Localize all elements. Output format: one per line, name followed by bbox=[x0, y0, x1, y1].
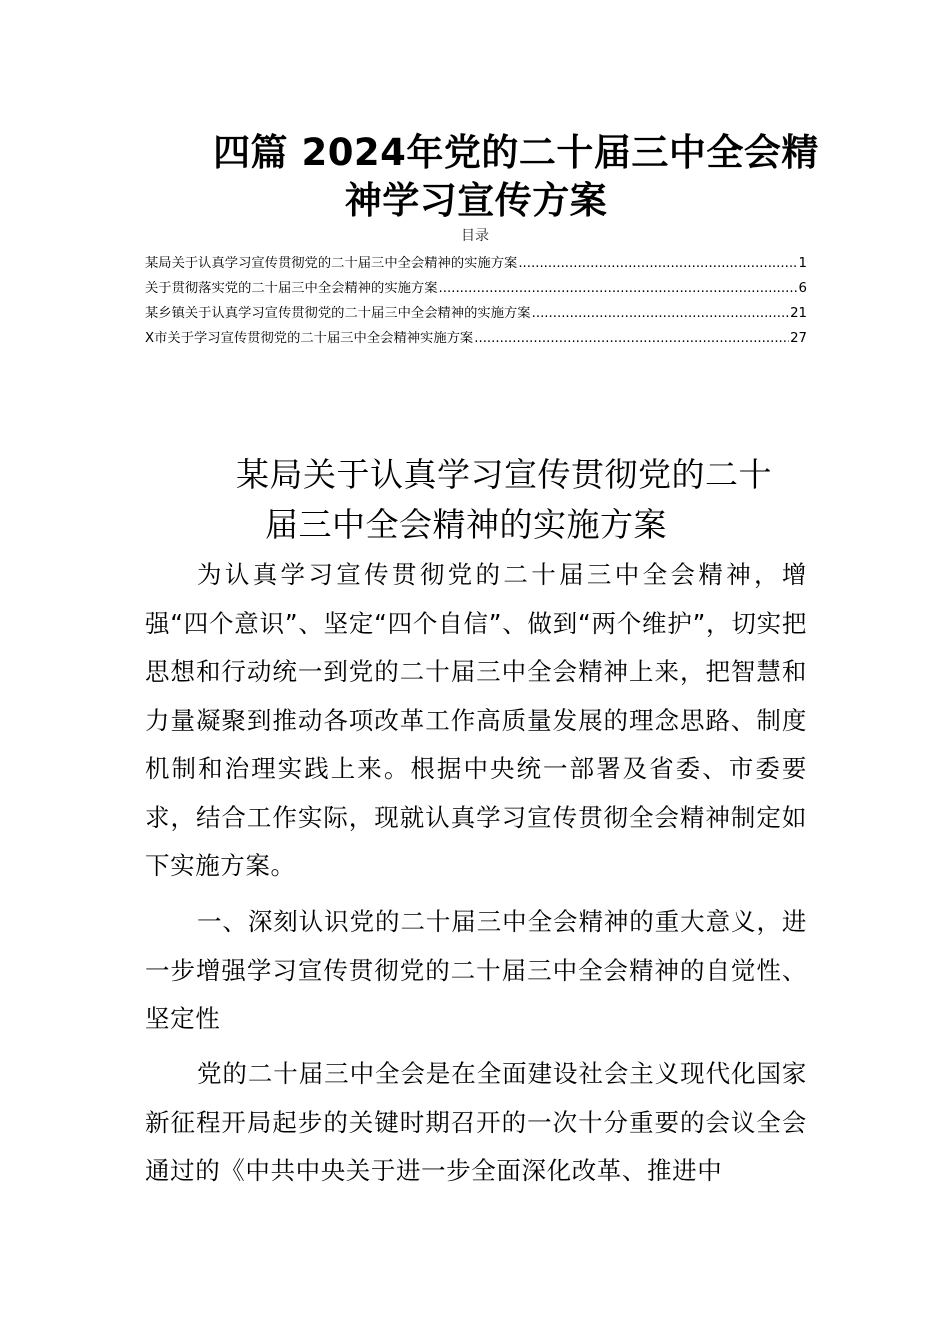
toc-entry[interactable] bbox=[145, 276, 807, 301]
toc-entry-title: X市关于学习宣传贯彻党的二十届三中全会精神实施方案 bbox=[145, 331, 474, 346]
toc-leader-dots bbox=[532, 301, 789, 326]
toc-leader-dots bbox=[474, 326, 789, 351]
toc-entry[interactable] bbox=[145, 251, 807, 276]
document-title-line-1: 四篇 2024年党的二十届三中全会精 bbox=[213, 131, 819, 174]
toc-heading: 目录 bbox=[461, 228, 489, 244]
section-title-line-1: 某局关于认真学习宣传贯彻党的二十 bbox=[236, 455, 772, 494]
table-of-contents bbox=[145, 251, 807, 351]
toc-entry-page: 6 bbox=[798, 281, 807, 296]
toc-entry-page: 21 bbox=[790, 306, 807, 321]
toc-entry-title: 某局关于认真学习宣传贯彻党的二十届三中全会精神的实施方案 bbox=[145, 256, 518, 271]
intro-paragraph: 为认真学习宣传贯彻党的二十届三中全会精神，增强“四个意识”、坚定“四个自信”、做到“两个维护”，切实把思想和行动统一到党的二十届三中全会精神上来，把智慧和力量凝聚到推动各项改革工作高质量发展的理念思路、制度机制和治理实践上来。根据中央统一部署及省委、市委要求，结合工作实际，现就认真学习宣传贯彻全会精神制定如下实施方案。 bbox=[145, 560, 807, 880]
toc-entry-title: 某乡镇关于认真学习宣传贯彻党的二十届三中全会精神的实施方案 bbox=[145, 306, 531, 321]
toc-entry-page: 1 bbox=[798, 256, 807, 271]
section-title-line-2: 届三中全会精神的实施方案 bbox=[265, 505, 667, 544]
toc-leader-dots bbox=[439, 276, 798, 301]
toc-entry-title: 关于贯彻落实党的二十届三中全会精神的实施方案 bbox=[145, 281, 438, 296]
document-title-line-2: 神学习宣传方案 bbox=[344, 179, 608, 222]
intro-paragraph-block bbox=[145, 551, 807, 891]
section-heading-block bbox=[145, 898, 807, 1044]
body-paragraph-block bbox=[145, 1050, 807, 1196]
body-paragraph-2: 党的二十届三中全会是在全面建设社会主义现代化国家新征程开局起步的关键时期召开的一次十分重要的会议全会通过的《中共中央关于进一步全面深化改革、推进中 bbox=[145, 1059, 807, 1185]
toc-entry[interactable] bbox=[145, 301, 807, 326]
toc-entry-page: 27 bbox=[790, 331, 807, 346]
toc-entry[interactable] bbox=[145, 326, 807, 351]
toc-leader-dots bbox=[518, 251, 797, 276]
section-heading-1: 一、深刻认识党的二十届三中全会精神的重大意义，进一步增强学习宣传贯彻党的二十届三中全会精神的自觉性、坚定性 bbox=[145, 907, 807, 1033]
